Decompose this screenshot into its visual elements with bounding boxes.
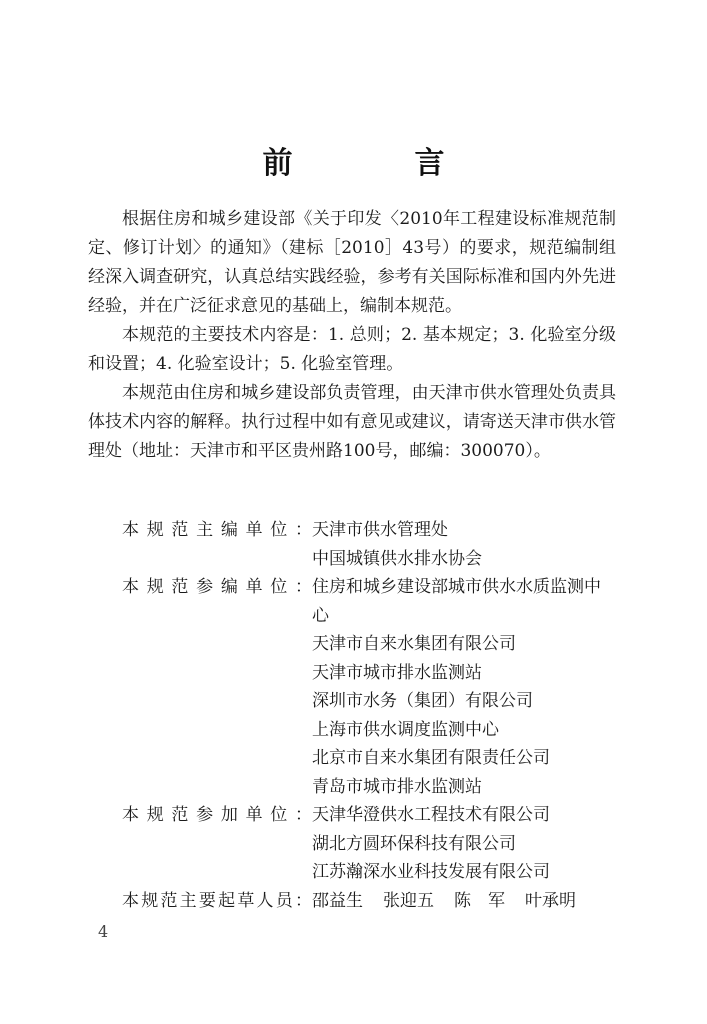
participating-editors-label: 本规范参编单位： bbox=[122, 577, 312, 597]
drafters-row bbox=[88, 887, 616, 916]
foreword-body bbox=[88, 205, 616, 466]
organizations bbox=[88, 516, 616, 915]
paragraph-contents: 本规范的主要技术内容是：1. 总则；2. 基本规定；3. 化验室分级和设置；4. 化验室设计；5. 化验室管理。 bbox=[88, 325, 616, 374]
drafter-name: 陈 军 bbox=[454, 890, 505, 911]
org-name: 天津市城市排水监测站 bbox=[312, 662, 482, 683]
org-name: 深圳市水务（集团）有限公司 bbox=[312, 691, 533, 711]
org-name: 天津华澄供水工程技术有限公司 bbox=[312, 805, 550, 825]
org-name: 青岛市城市排水监测站 bbox=[312, 776, 482, 797]
page-title: 前 言 bbox=[262, 146, 491, 181]
org-name: 中国城镇供水排水协会 bbox=[312, 548, 482, 569]
org-name: 天津市供水管理处 bbox=[312, 520, 448, 540]
drafter-name: 叶承明 bbox=[525, 890, 576, 911]
paragraph-management: 本规范由住房和城乡建设部负责管理，由天津市供水管理处负责具体技术内容的解释。执行过程中如有意见或建议，请寄送天津市供水管理处（地址：天津市和平区贵州路100号，邮编：300070）。 bbox=[88, 383, 616, 461]
participating-editors-list bbox=[312, 573, 616, 801]
participating-units-list bbox=[312, 801, 616, 887]
org-name: 江苏瀚深水业科技发展有限公司 bbox=[312, 862, 550, 882]
participating-units-row bbox=[88, 801, 616, 887]
org-name: 住房和城乡建设部城市供水水质监测中心 bbox=[312, 577, 601, 626]
drafter-name: 张迎五 bbox=[383, 890, 434, 911]
org-name: 上海市供水调度监测中心 bbox=[312, 719, 499, 740]
page-number: 4 bbox=[98, 922, 109, 941]
participating-units-label: 本规范参加单位： bbox=[122, 805, 312, 825]
chief-editors-row bbox=[88, 516, 616, 573]
drafters-label: 本规范主要起草人员： bbox=[122, 890, 312, 911]
paragraph-background: 根据住房和城乡建设部《关于印发〈2010年工程建设标准规范制定、修订计划〉的通知》（建标［2010］43号）的要求，规范编制组经深入调查研究，认真总结实践经验，参考有关国际标准和国内外先进经验，并在广泛征求意见的基础上，编制本规范。 bbox=[88, 209, 616, 316]
chief-editors-label: 本规范主编单位： bbox=[122, 520, 312, 540]
chief-editors-list bbox=[312, 516, 616, 573]
org-name: 湖北方圆环保科技有限公司 bbox=[312, 833, 516, 854]
drafters-list bbox=[312, 887, 616, 916]
participating-editors-row bbox=[88, 573, 616, 801]
drafter-name: 邵益生 bbox=[312, 890, 363, 911]
org-name: 天津市自来水集团有限公司 bbox=[312, 634, 516, 654]
org-name: 北京市自来水集团有限责任公司 bbox=[312, 748, 550, 768]
